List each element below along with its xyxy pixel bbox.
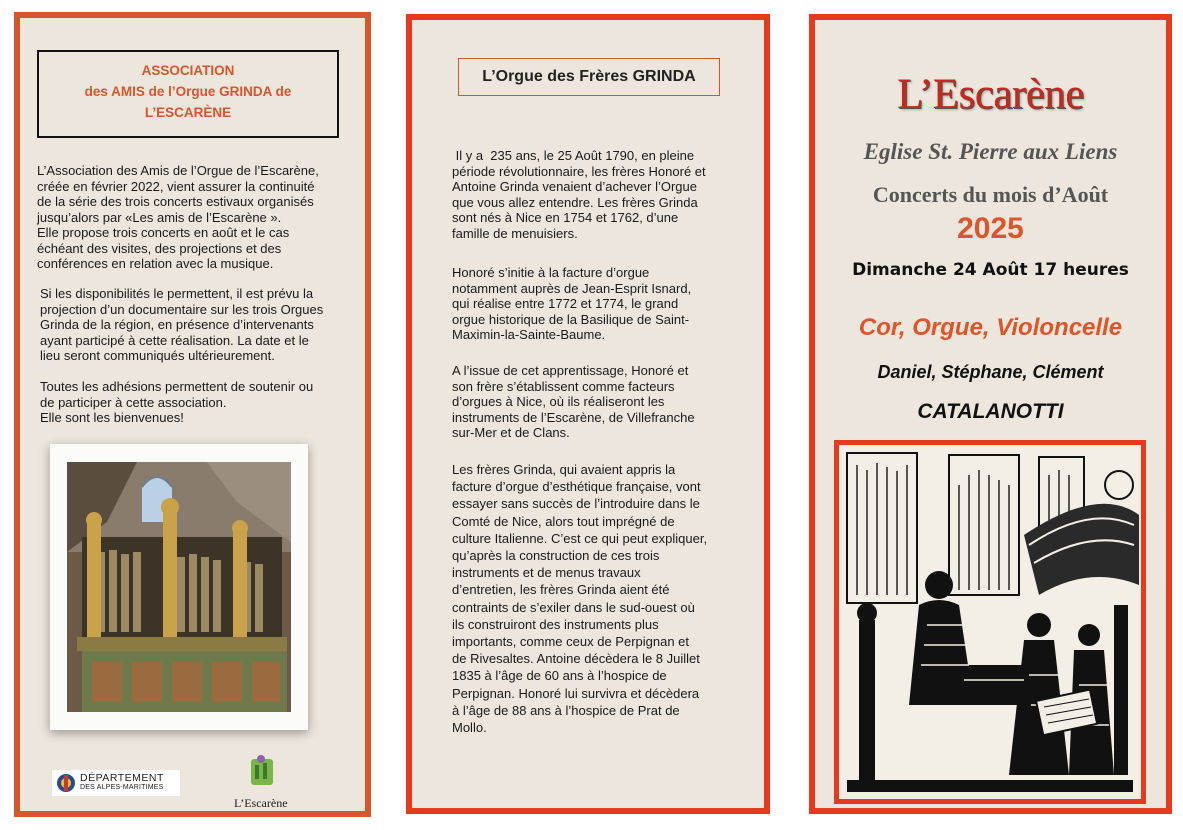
organ-photo [50,444,308,730]
organ-photo-image [67,462,291,712]
departement-subname: DES ALPES-MARITIMES [80,784,164,791]
church-name: Eglise St. Pierre aux Liens [863,139,1118,164]
text-line: famille de menuisiers. [452,225,578,241]
text-line: Grinda de la région, en présence d’intervenants [40,317,314,332]
performer-first-names: Daniel, Stéphane, Clément [877,362,1104,382]
association-paragraph-documentary [40,286,323,364]
panel-association [14,12,371,817]
text-line: sont nés à Nice en 1754 et 1762, d’une [452,210,679,225]
text-line: conférences en relation avec la musique. [37,256,274,271]
organist-engraving [834,440,1146,804]
text-line: importants, comme ceux de Perpignan et [452,634,690,650]
history-paragraph-1 [452,148,706,241]
text-line: période révolutionnaire, les frères Honoré et [452,163,706,179]
text-line: Si les disponibilités le permettent, il est prévu la [40,286,314,301]
text-line: créée en février 2022, vient assurer la continuité [37,178,315,194]
panel-concert [809,14,1172,814]
text-line: de participer à cette association. [40,394,227,410]
text-line: Les frères Grinda, qui avaient appris la [452,462,676,477]
text-line: Maximin-la-Sainte-Baume. [452,327,606,342]
association-paragraph-membership [40,379,313,426]
text-line: d’entretien, les frères Grinda aient été [452,582,670,598]
text-line: culture Italienne. C’est ce qui peut expliquer, [452,530,708,546]
text-line: qu’après la construction de ces trois [452,548,660,564]
text-line: A l’issue de cet apprentissage, Honoré et [452,363,689,378]
text-line: 1835 à l’âge de 60 ans à l’hospice de [452,668,667,684]
history-paragraph-4 [452,461,707,736]
engraving-image [839,445,1141,799]
text-line: Il y a 235 ans, le 25 Août 1790, en pleine [452,148,695,163]
text-line: sur-Mer et de Clans. [452,425,570,440]
concert-year: 2025 [957,212,1024,245]
escarene-village-logo [234,753,288,811]
text-line: notamment auprès de Jean-Esprit Isnard, [452,280,692,296]
village-emblem-icon [241,753,281,791]
orgue-history-title: L’Orgue des Frères GRINDA [458,58,720,96]
concerts-heading: Concerts du mois d’Août [872,182,1109,207]
text-line: Comté de Nice, alors tout imprégné de [452,513,675,529]
panel-orgue-history [406,14,770,814]
text-line: orgue historique de la Basilique de Saint- [452,311,690,327]
text-line: de la série des trois concerts estivaux organisés [37,194,314,209]
text-line: de Rivesaltes. Antoine décèdera le 8 Juillet [452,651,700,667]
instruments-list: Cor, Orgue, Violoncelle [858,314,1123,341]
text-line: son frère s’établissent comme facteurs [452,378,675,394]
text-line: Mollo. [452,720,487,736]
association-paragraph-intro [37,163,319,272]
text-line: instruments et de menus travaux [452,565,641,581]
text-line: Antoine Grinda venaient d’achever l’Orgue [452,179,697,194]
text-line: Perpignan. Honoré lui survivra et décèdera [452,685,700,701]
history-paragraph-3 [452,363,695,441]
text-line: ils construiront des instruments plus [452,616,659,632]
performer-family-name: CATALANOTTI [917,400,1064,423]
village-logo-text: L’Escarène [234,796,288,810]
text-line: essayer sans succès de l’introduire dans le [452,496,700,512]
association-title-box [37,50,339,138]
association-title-line: des AMIS de l’Orgue GRINDA de [84,84,292,99]
departement-emblem-icon [56,773,76,793]
text-line: contraints de s’exiler dans le sud-ouest où [452,599,695,615]
association-title-line: L’ESCARÈNE [144,105,232,120]
history-paragraph-2 [452,265,691,343]
text-line: projection d’un documentaire sur les trois Orgues [40,301,324,317]
text-line: à l’âge de 88 ans à l’hospice de Prat de [452,702,680,718]
text-line: facture d’orgue d’esthétique française, vont [452,479,701,495]
concert-date: Dimanche 24 Août 17 heures [852,260,1129,280]
text-line: Toutes les adhésions permettent de soutenir ou [40,379,314,394]
text-line: Elle sont les bienvenues! [40,410,184,425]
text-line: instruments de l’Escarène, de Villefranche [452,409,695,425]
text-line: qui réalise entre 1772 et 1774, le grand [452,296,679,311]
text-line: L’Association des Amis de l’Orgue de l’Escarène, [37,163,319,178]
text-line: Elle propose trois concerts en août et le cas [37,225,290,240]
text-line: que vous allez entendre. Les frères Grinda [452,194,698,210]
text-line: d’orgues à Nice, où ils réaliseront les [452,394,665,409]
text-line: Honoré s’initie à la facture d’orgue [452,265,650,280]
departement-logo [52,770,180,796]
text-line: ayant participé à cette réalisation. La date et le [40,332,309,348]
association-title-line: ASSOCIATION [141,63,235,78]
text-line: jusqu’alors par «Les amis de l’Escarène ». [37,209,282,225]
town-title: L’Escarène [897,71,1084,118]
text-line: lieu seront communiqués ultérieurement. [40,348,275,363]
text-line: échéant des visites, des projections et des [37,240,282,256]
departement-name: DÉPARTEMENT [80,772,164,784]
